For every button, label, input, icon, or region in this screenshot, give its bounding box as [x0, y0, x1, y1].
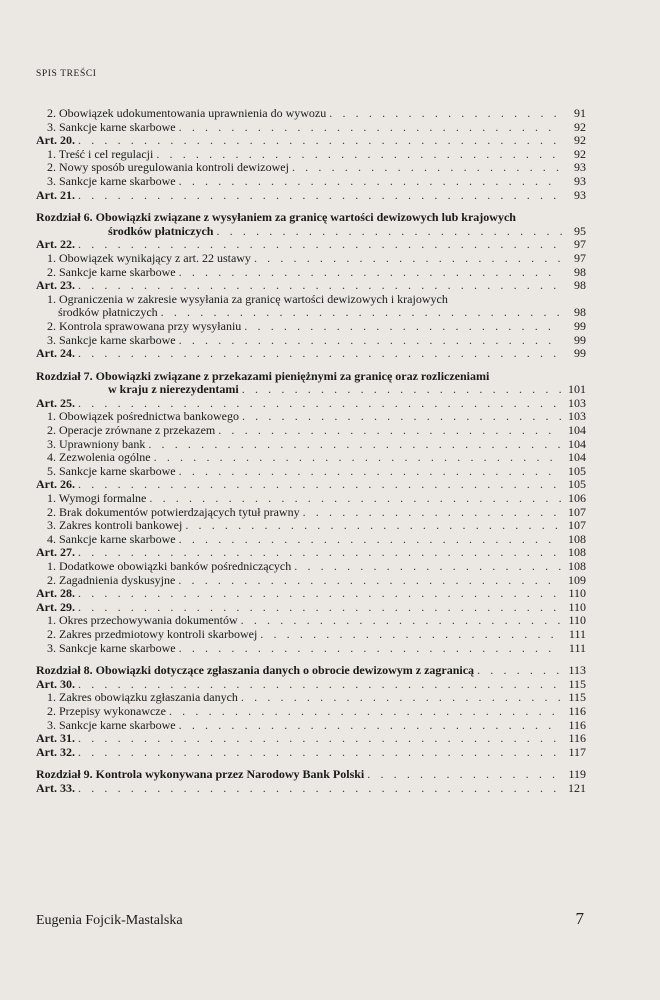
- entry-title: 2. Zagadnienia dyskusyjne: [47, 573, 176, 587]
- dot-leader: [75, 546, 562, 560]
- entry-page: 116: [568, 732, 586, 746]
- entry-title: 3. Sankcje karne skarbowe: [47, 718, 176, 732]
- toc-subentry: [36, 293, 586, 320]
- toc-article: [36, 397, 586, 411]
- entry-title: Art. 20.: [36, 134, 75, 148]
- toc-subentry: [36, 266, 586, 280]
- dot-leader: [75, 347, 562, 361]
- entry-page: 105: [568, 478, 586, 492]
- dot-leader: [75, 279, 562, 293]
- entry-page: 98: [574, 279, 586, 293]
- entry-page: 93: [574, 188, 586, 202]
- entry-page: 93: [574, 174, 586, 188]
- toc-subentry: [36, 451, 586, 465]
- entry-title: 2. Operacje zrównane z przekazem: [47, 424, 216, 438]
- toc-article: [36, 587, 586, 601]
- dot-leader: [176, 465, 562, 479]
- toc-article: [36, 732, 586, 746]
- dot-leader: [75, 746, 562, 760]
- entry-page: 104: [568, 437, 586, 451]
- entry-page: 99: [574, 347, 586, 361]
- entry-title: Rozdział 9. Kontrola wykonywana przez Narodowy Bank Polski: [36, 768, 365, 782]
- toc-article: [36, 478, 586, 492]
- dot-leader: [182, 519, 562, 533]
- entry-title: Art. 33.: [36, 781, 75, 795]
- toc-subentry: [36, 642, 586, 656]
- toc-subentry: [36, 506, 586, 520]
- entry-page: 97: [574, 238, 586, 252]
- entry-page: 113: [568, 664, 586, 678]
- dot-leader: [257, 628, 562, 642]
- toc-subentry: [36, 121, 586, 135]
- dot-leader: [176, 719, 562, 733]
- dot-leader: [176, 334, 562, 348]
- entry-title: 1. Zakres obowiązku zgłaszania danych: [47, 691, 238, 705]
- entry-title: Art. 28.: [36, 587, 75, 601]
- dot-leader: [251, 252, 562, 266]
- entry-title: Art. 22.: [36, 238, 75, 252]
- toc-subentry: [36, 533, 586, 547]
- entry-page: 92: [574, 120, 586, 134]
- entry-title: 3. Sankcje karne skarbowe: [47, 641, 176, 655]
- entry-title: Rozdział 8. Obowiązki dotyczące zgłaszania danych o obrocie dewizowym z zagranicą: [36, 664, 475, 678]
- entry-page: 104: [568, 451, 586, 465]
- dot-leader: [75, 678, 562, 692]
- toc-subentry: [36, 334, 586, 348]
- toc-subentry: [36, 465, 586, 479]
- toc-article: [36, 678, 586, 692]
- entry-page: 91: [574, 107, 586, 120]
- entry-page: 97: [574, 251, 586, 265]
- dot-leader: [151, 451, 562, 465]
- toc-subentry: [36, 719, 586, 733]
- entry-page: 111: [568, 641, 586, 655]
- toc-subentry: [36, 175, 586, 189]
- toc-subentry: [36, 148, 586, 162]
- entry-title: 2. Nowy sposób uregulowania kontroli dewizowej: [47, 161, 289, 175]
- entry-title: środków płatniczych: [58, 306, 158, 320]
- chapter-title-continuation: [36, 383, 586, 397]
- toc-subentry: [36, 705, 586, 719]
- entry-title: w kraju z nierezydentami: [108, 383, 239, 397]
- entry-page: 116: [568, 704, 586, 718]
- entry-title: 4. Zezwolenia ogólne: [47, 451, 151, 465]
- toc-subentry: [36, 161, 586, 175]
- toc-article: [36, 746, 586, 760]
- entry-title: 1. Obowiązek pośrednictwa bankowego: [47, 410, 239, 424]
- entry-title: Art. 32.: [36, 745, 75, 759]
- toc-article: [36, 238, 586, 252]
- entry-title: 1. Dodatkowe obowiązki banków pośredniczących: [47, 560, 292, 573]
- entry-title: Art. 21.: [36, 188, 75, 202]
- entry-page: 95: [574, 224, 586, 238]
- entry-page: 104: [568, 424, 586, 438]
- dot-leader: [238, 691, 562, 705]
- dot-leader: [241, 320, 562, 334]
- entry-page: 101: [568, 383, 586, 397]
- entry-page: 108: [568, 546, 586, 560]
- entry-page: 119: [568, 768, 586, 782]
- entry-page: 103: [568, 396, 586, 410]
- entry-title: Art. 30.: [36, 677, 75, 691]
- dot-leader: [75, 601, 562, 615]
- dot-leader: [75, 732, 562, 746]
- dot-leader: [75, 189, 562, 203]
- entry-page: 110: [568, 587, 586, 601]
- entry-page: 109: [568, 573, 586, 587]
- entry-page: 121: [568, 781, 586, 795]
- entry-page: 98: [574, 306, 586, 320]
- toc-subentry: [36, 410, 586, 424]
- toc-subentry: [36, 691, 586, 705]
- entry-page: 108: [568, 560, 586, 573]
- entry-page: 92: [574, 134, 586, 148]
- toc-subentry: [36, 519, 586, 533]
- entry-title: 1. Treść i cel regulacji: [47, 147, 154, 161]
- dot-leader: [326, 107, 562, 121]
- entry-title: 2. Zakres przedmiotowy kontroli skarbowej: [47, 627, 258, 641]
- entry-title: 3. Sankcje karne skarbowe: [47, 174, 176, 188]
- entry-page: 93: [574, 161, 586, 175]
- dot-leader: [215, 424, 562, 438]
- dot-leader: [153, 148, 562, 162]
- dot-leader: [75, 238, 562, 252]
- toc-chapter: [36, 664, 586, 678]
- entry-title: 4. Sankcje karne skarbowe: [47, 532, 176, 546]
- chapter-title-line: Rozdział 6. Obowiązki związane z wysyłaniem za granicę wartości dewizowych lub krajowych: [36, 210, 516, 225]
- entry-page: 108: [568, 532, 586, 546]
- dot-leader: [364, 768, 562, 782]
- toc-article: [36, 189, 586, 203]
- entry-title: środków płatniczych: [108, 224, 214, 238]
- entry-page: 92: [574, 147, 586, 161]
- dot-leader: [75, 134, 562, 148]
- dot-leader: [158, 306, 562, 320]
- toc-subentry: [36, 492, 586, 506]
- entry-page: 110: [568, 614, 586, 628]
- entry-page: 106: [568, 492, 586, 506]
- entry-page: 117: [568, 745, 586, 759]
- entry-title: 2. Kontrola sprawowana przy wysyłaniu: [47, 319, 242, 333]
- page-number: 7: [575, 909, 584, 928]
- entry-title: Art. 31.: [36, 732, 75, 746]
- page-footer: [36, 909, 584, 929]
- entry-title: 3. Sankcje karne skarbowe: [47, 120, 176, 134]
- toc-article: [36, 279, 586, 293]
- toc-article: [36, 134, 586, 148]
- dot-leader: [289, 161, 562, 175]
- entry-title: 1. Wymogi formalne: [47, 492, 147, 506]
- dot-leader: [300, 506, 562, 520]
- dot-leader: [474, 664, 562, 678]
- entry-title: 3. Uprawniony bank: [47, 437, 146, 451]
- entry-page: 107: [568, 505, 586, 519]
- dot-leader: [146, 492, 562, 506]
- entry-title: Art. 27.: [36, 546, 75, 560]
- entry-title: Art. 25.: [36, 396, 75, 410]
- toc-article: [36, 601, 586, 615]
- toc-subentry: [36, 320, 586, 334]
- entry-title: Art. 24.: [36, 347, 75, 361]
- table-of-contents: [36, 107, 586, 796]
- toc-subentry: [36, 614, 586, 628]
- entry-title: 1. Okres przechowywania dokumentów: [47, 614, 238, 628]
- entry-title: 5. Sankcje karne skarbowe: [47, 464, 176, 478]
- entry-title: Art. 29.: [36, 600, 75, 614]
- toc-subentry: [36, 252, 586, 266]
- chapter-title-line: Rozdział 7. Obowiązki związane z przekazami pieniężnymi za granicę oraz rozliczeniami: [36, 368, 490, 383]
- chapter-title-continuation: [36, 225, 586, 239]
- dot-leader: [176, 175, 562, 189]
- entry-page: 115: [568, 677, 586, 691]
- toc-chapter: [36, 211, 586, 238]
- entry-title: 1. Obowiązek wynikający z art. 22 ustawy: [47, 251, 251, 265]
- dot-leader: [176, 533, 562, 547]
- dot-leader: [238, 614, 562, 628]
- subentry-continuation: [47, 306, 586, 320]
- toc-article: [36, 782, 586, 796]
- entry-page: 116: [568, 718, 586, 732]
- entry-title: 2. Brak dokumentów potwierdzających tytuł prawny: [47, 505, 300, 519]
- toc-article: [36, 347, 586, 361]
- running-header: SPIS TREŚCI: [36, 69, 97, 79]
- entry-page: 99: [574, 333, 586, 347]
- dot-leader: [166, 705, 562, 719]
- author-name: Eugenia Fojcik-Mastalska: [36, 913, 183, 928]
- dot-leader: [291, 560, 562, 574]
- entry-title: 2. Sankcje karne skarbowe: [47, 265, 176, 279]
- toc-subentry: [36, 574, 586, 588]
- dot-leader: [176, 642, 562, 656]
- dot-leader: [145, 438, 562, 452]
- dot-leader: [239, 383, 562, 397]
- toc-chapter: [36, 370, 586, 397]
- toc-subentry: [36, 628, 586, 642]
- toc-chapter: [36, 768, 586, 782]
- entry-page: 111: [568, 627, 586, 641]
- dot-leader: [176, 121, 562, 135]
- entry-page: 98: [574, 265, 586, 279]
- toc-subentry: [36, 560, 586, 574]
- subentry-line: 1. Ograniczenia w zakresie wysyłania za granicę wartości dewizowych i krajowych: [47, 291, 448, 306]
- dot-leader: [239, 410, 562, 424]
- dot-leader: [75, 478, 562, 492]
- entry-title: 3. Zakres kontroli bankowej: [47, 519, 183, 533]
- toc-subentry: [36, 424, 586, 438]
- entry-page: 99: [574, 319, 586, 333]
- entry-page: 110: [568, 600, 586, 614]
- dot-leader: [213, 225, 562, 239]
- entry-title: 3. Sankcje karne skarbowe: [47, 333, 176, 347]
- dot-leader: [176, 266, 562, 280]
- entry-page: 105: [568, 464, 586, 478]
- toc-subentry: [36, 438, 586, 452]
- dot-leader: [75, 782, 562, 796]
- entry-page: 107: [568, 519, 586, 533]
- entry-title: Art. 23.: [36, 279, 75, 293]
- entry-title: 2. Obowiązek udokumentowania uprawnienia do wywozu: [47, 107, 327, 120]
- entry-page: 103: [568, 410, 586, 424]
- dot-leader: [175, 574, 562, 588]
- entry-title: 2. Przepisy wykonawcze: [47, 704, 166, 718]
- dot-leader: [75, 397, 562, 411]
- toc-article: [36, 546, 586, 560]
- entry-page: 115: [568, 691, 586, 705]
- toc-subentry: [36, 107, 586, 121]
- dot-leader: [75, 587, 562, 601]
- entry-title: Art. 26.: [36, 478, 75, 492]
